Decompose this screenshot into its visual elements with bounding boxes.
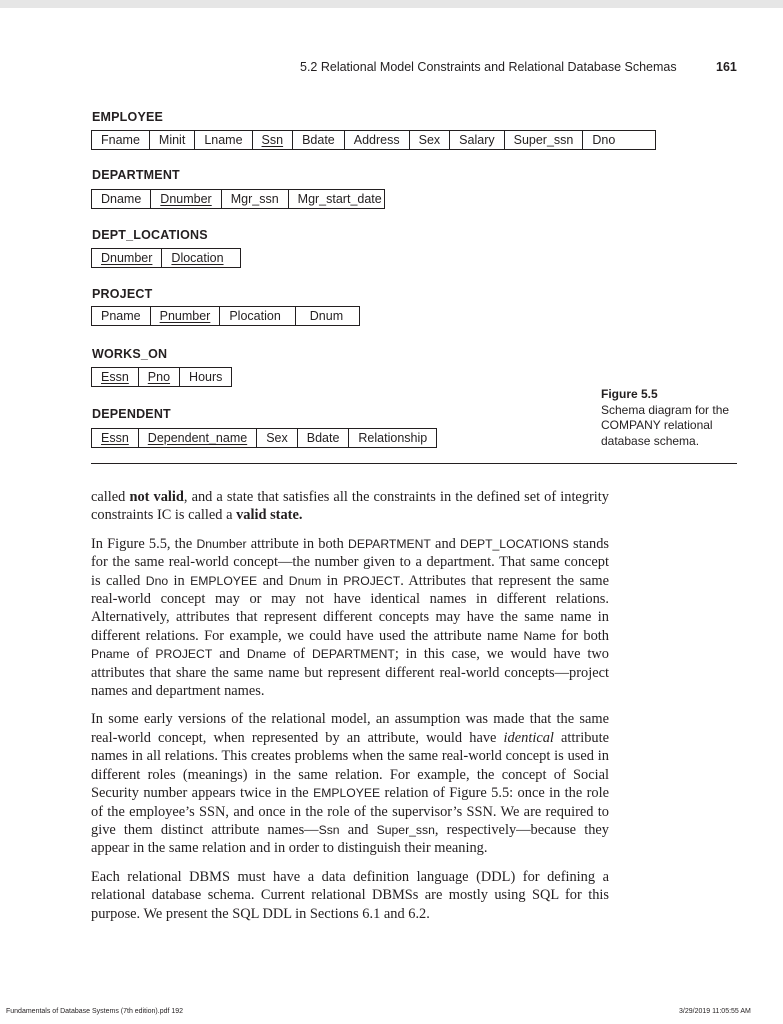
- figure-caption-line: Schema diagram for the: [601, 402, 730, 417]
- attr-dnumber-key: Dnumber: [92, 249, 162, 267]
- paragraph: called not valid, and a state that satisfies all the constraints in the defined set of integrity constraints IC is called a valid state.: [91, 489, 610, 524]
- attr-essn-key: Essn: [92, 368, 139, 386]
- viewer-top-bar: [0, 0, 783, 8]
- attr-dname: Dname: [92, 190, 151, 208]
- attr-ssn-key: Ssn: [253, 131, 294, 149]
- relation-name-dependent: DEPENDENT: [92, 407, 171, 421]
- department-schema-row: [91, 189, 385, 209]
- attr-sex: Sex: [257, 429, 298, 447]
- figure-caption-line: COMPANY relational: [601, 418, 713, 432]
- employee-schema-row: [91, 130, 656, 150]
- project-schema-row: [91, 306, 360, 326]
- paragraph: In some early versions of the relational model, an assumption was made that the same real-world concept, when represented by an attribute, would have identical attribute names in all relations. This creates problems when the same real-world concept is used in different roles (meanings) in the same relation. For example, the concept of Social Security number appears twice in the EMPLOYEE relation of Figure 5.5: once in the role of the employee’s SSN, and once in the role of the supervisor’s SSN. We are required to give them distinct attribute names—Ssn and Super_ssn, respectively—because they appear in the same relation and in order to distinguish their meaning.: [91, 711, 610, 857]
- figure-divider: [91, 463, 737, 464]
- attr-relationship: Relationship: [358, 431, 428, 445]
- body-text: [91, 488, 609, 933]
- attr-address: Address: [345, 131, 410, 149]
- attr-bdate: Bdate: [298, 429, 350, 447]
- relation-name-department: DEPARTMENT: [92, 168, 180, 182]
- figure-number: Figure 5.5: [601, 387, 658, 401]
- attr-mgr-start-date: Mgr_start_date: [297, 192, 382, 206]
- footer-timestamp: 3/29/2019 11:05:55 AM: [679, 1008, 751, 1015]
- relation-name-dept-locations: DEPT_LOCATIONS: [92, 228, 208, 242]
- attr-plocation: Plocation: [220, 307, 295, 325]
- dependent-schema-row: [91, 428, 437, 448]
- attr-dependent-name-key: Dependent_name: [139, 429, 257, 447]
- attr-sex: Sex: [410, 131, 451, 149]
- running-head-title: 5.2 Relational Model Constraints and Relational Database Schemas: [300, 60, 677, 74]
- figure-caption: [601, 387, 751, 449]
- paragraph: Each relational DBMS must have a data definition language (DDL) for defining a relational database schema. Current relational DBMSs are mostly using SQL for this purpose. We present the SQL DDL in Sections 6.1 and 6.2.: [91, 868, 609, 922]
- attr-essn-key: Essn: [92, 429, 139, 447]
- attr-bdate: Bdate: [293, 131, 345, 149]
- attr-dnumber-key: Dnumber: [151, 190, 221, 208]
- page-number: 161: [716, 60, 737, 74]
- attr-salary: Salary: [450, 131, 504, 149]
- attr-dnum: Dnum: [309, 309, 344, 323]
- relation-name-works-on: WORKS_ON: [92, 347, 168, 361]
- running-head: [0, 60, 783, 76]
- attr-super-ssn: Super_ssn: [505, 131, 584, 149]
- attr-fname: Fname: [92, 131, 150, 149]
- attr-dlocation-key: Dlocation: [171, 251, 224, 265]
- dept-locations-schema-row: [91, 248, 241, 268]
- attr-hours: Hours: [189, 370, 223, 384]
- relation-name-employee: EMPLOYEE: [92, 110, 164, 124]
- figure-caption-line: database schema.: [601, 433, 700, 448]
- works-on-schema-row: [91, 367, 232, 387]
- attr-dno: Dno: [592, 133, 616, 147]
- footer-file-info: Fundamentals of Database Systems (7th edition).pdf 192: [6, 1008, 184, 1015]
- attr-pname: Pname: [92, 307, 151, 325]
- relation-name-project: PROJECT: [92, 287, 153, 301]
- paragraph: In Figure 5.5, the Dnumber attribute in both DEPARTMENT and DEPT_LOCATIONS stands for the same real-world concept—the number given to a department. That same concept is called Dno in EMPLOYEE and Dnum in PROJECT. Attributes that represent the same real-world concept may or may not have identical names in different relations. Alternatively, attributes that represent different concepts may have the same name in different relations. For example, we could have used the attribute name Name for both Pname of PROJECT and Dname of DEPARTMENT; in this case, we would have two attributes that share the same name but represent different real-world concepts—project names and department names.: [91, 535, 610, 700]
- attr-pnumber-key: Pnumber: [151, 307, 221, 325]
- attr-minit: Minit: [150, 131, 195, 149]
- attr-lname: Lname: [195, 131, 252, 149]
- attr-mgr-ssn: Mgr_ssn: [222, 190, 289, 208]
- attr-pno-key: Pno: [139, 368, 180, 386]
